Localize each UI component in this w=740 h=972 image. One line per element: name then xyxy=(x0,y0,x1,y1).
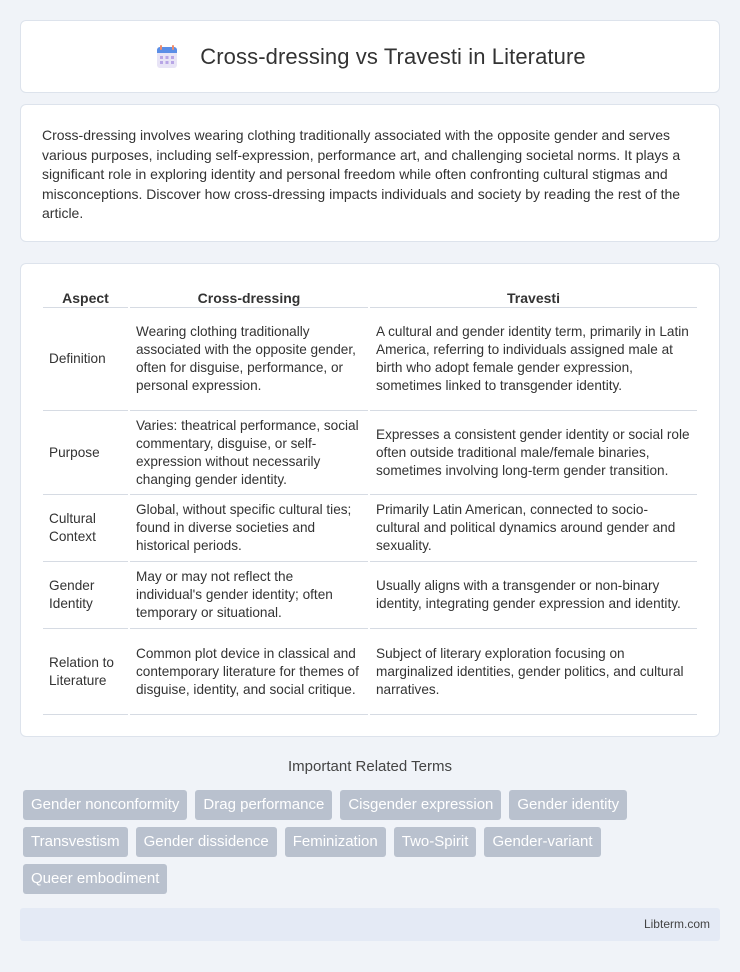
table-header-row xyxy=(43,282,697,308)
row-travesti: A cultural and gender identity term, primarily in Latin America, referring to individuals assigned male at birth who adopt female gender expression, sometimes linked to transgender identity. xyxy=(370,308,697,411)
related-term-tag[interactable]: Two-Spirit xyxy=(394,827,477,857)
row-cross-dressing: Common plot device in classical and contemporary literature for themes of disguise, identity, and social critique. xyxy=(130,629,368,715)
related-term-tag[interactable]: Transvestism xyxy=(23,827,128,857)
table-row xyxy=(43,411,697,495)
related-term-tag[interactable]: Cisgender expression xyxy=(340,790,501,820)
comparison-card xyxy=(20,263,720,737)
row-travesti: Expresses a consistent gender identity or social role often outside traditional male/female binaries, sometimes involving long-term gender transition. xyxy=(370,411,697,495)
footer-site-link[interactable]: Libterm.com xyxy=(643,917,710,931)
row-aspect: Relation to Literature xyxy=(43,629,128,715)
intro-paragraph: Cross-dressing involves wearing clothing traditionally associated with the opposite gender and serves various purposes, including self-expression, performance art, and challenging societal norms. It plays a significant role in exploring identity and personal freedom while often confronting cultural stigmas and misconceptions. Discover how cross-dressing impacts individuals and society by reading the rest of the article. xyxy=(42,127,681,221)
row-aspect: Purpose xyxy=(43,411,128,495)
related-term-tag[interactable]: Gender identity xyxy=(509,790,627,820)
table-row xyxy=(43,562,697,629)
related-term-tag[interactable]: Feminization xyxy=(285,827,386,857)
related-term-tag[interactable]: Gender-variant xyxy=(484,827,600,857)
row-travesti: Subject of literary exploration focusing on marginalized identities, gender politics, and cultural narratives. xyxy=(370,629,697,715)
header-card xyxy=(20,20,720,93)
header-cross-dressing: Cross-dressing xyxy=(130,282,368,308)
table-row xyxy=(43,495,697,562)
table-row xyxy=(43,308,697,411)
footer xyxy=(20,908,720,941)
row-travesti: Primarily Latin American, connected to socio-cultural and political dynamics around gender and sexuality. xyxy=(370,495,697,562)
related-terms-list xyxy=(23,790,723,901)
intro-card xyxy=(20,104,720,242)
table-row xyxy=(43,629,697,715)
related-terms-title: Important Related Terms xyxy=(288,758,452,775)
related-term-tag[interactable]: Drag performance xyxy=(195,790,332,820)
row-cross-dressing: Wearing clothing traditionally associated with the opposite gender, often for disguise, performance, or personal expression. xyxy=(130,308,368,411)
row-cross-dressing: Global, without specific cultural ties; found in diverse societies and historical periods. xyxy=(130,495,368,562)
comparison-table xyxy=(41,282,699,715)
document-stack-icon xyxy=(154,44,180,70)
row-cross-dressing: Varies: theatrical performance, social commentary, disguise, or self-expression without necessarily changing gender identity. xyxy=(130,411,368,495)
header-travesti: Travesti xyxy=(370,282,697,308)
page-title: Cross-dressing vs Travesti in Literature xyxy=(200,43,586,69)
row-travesti: Usually aligns with a transgender or non-binary identity, integrating gender expression and identity. xyxy=(370,562,697,629)
related-term-tag[interactable]: Queer embodiment xyxy=(23,864,167,894)
header-aspect: Aspect xyxy=(43,282,128,308)
row-aspect: Gender Identity xyxy=(43,562,128,629)
related-term-tag[interactable]: Gender nonconformity xyxy=(23,790,187,820)
row-aspect: Definition xyxy=(43,308,128,411)
related-term-tag[interactable]: Gender dissidence xyxy=(136,827,277,857)
row-aspect: Cultural Context xyxy=(43,495,128,562)
row-cross-dressing: May or may not reflect the individual's gender identity; often temporary or situational. xyxy=(130,562,368,629)
